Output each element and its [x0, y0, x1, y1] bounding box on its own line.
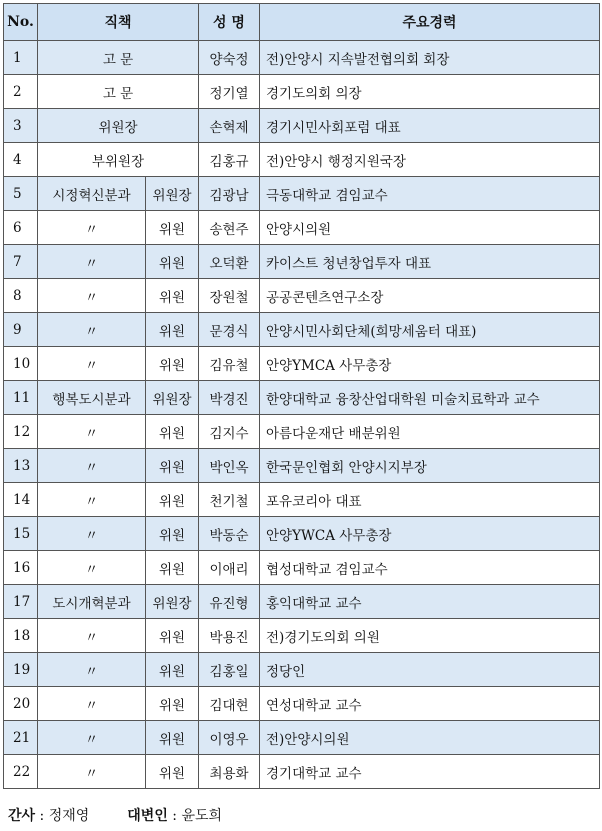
- row-role: 위원: [146, 313, 199, 347]
- table-row: [4, 755, 600, 789]
- row-name: 양숙정: [199, 41, 260, 75]
- row-group: 〃: [38, 279, 146, 313]
- row-name: 김광남: [199, 177, 260, 211]
- table-row: [4, 75, 600, 109]
- row-role: 고 문: [38, 41, 199, 75]
- header-no: No.: [4, 4, 38, 41]
- row-career: 연성대학교 교수: [260, 687, 600, 721]
- row-role: 위원장: [146, 585, 199, 619]
- table-row: [4, 347, 600, 381]
- row-role: 위원: [146, 211, 199, 245]
- table-row: [4, 653, 600, 687]
- row-name: 김홍규: [199, 143, 260, 177]
- secretary-label: 간사: [8, 808, 36, 824]
- row-career: 안양시의원: [260, 211, 600, 245]
- row-group: 〃: [38, 483, 146, 517]
- row-role: 위원장: [146, 177, 199, 211]
- row-number: 19: [4, 653, 38, 687]
- footer-staff: 간사 : 정재영 대변인 : 윤도희: [8, 808, 223, 824]
- row-role: 위원: [146, 279, 199, 313]
- row-number: 10: [4, 347, 38, 381]
- table-row: [4, 279, 600, 313]
- table-row: [4, 143, 600, 177]
- row-name: 유진형: [199, 585, 260, 619]
- row-career: 아름다운재단 배분위원: [260, 415, 600, 449]
- row-group: 〃: [38, 687, 146, 721]
- row-number: 6: [4, 211, 38, 245]
- row-group: 〃: [38, 551, 146, 585]
- row-group: 〃: [38, 415, 146, 449]
- row-number: 9: [4, 313, 38, 347]
- row-career: 안양YMCA 사무총장: [260, 347, 600, 381]
- row-career: 경기도의회 의장: [260, 75, 600, 109]
- row-role: 위원: [146, 449, 199, 483]
- row-role: 위원: [146, 415, 199, 449]
- row-group: 행복도시분과: [38, 381, 146, 415]
- row-group: 〃: [38, 313, 146, 347]
- row-role: 부위원장: [38, 143, 199, 177]
- table-row: [4, 109, 600, 143]
- row-name: 오덕환: [199, 245, 260, 279]
- table-row: [4, 211, 600, 245]
- row-name: 손혁제: [199, 109, 260, 143]
- header-name: 성 명: [199, 4, 260, 41]
- row-number: 1: [4, 41, 38, 75]
- row-number: 8: [4, 279, 38, 313]
- row-career: 경기시민사회포럼 대표: [260, 109, 600, 143]
- row-number: 15: [4, 517, 38, 551]
- row-career: 전)안양시 지속발전협의회 회장: [260, 41, 600, 75]
- row-role: 위원: [146, 245, 199, 279]
- table-header-row: [4, 4, 600, 41]
- row-group: 〃: [38, 449, 146, 483]
- table-row: [4, 721, 600, 755]
- row-career: 한양대학교 융창산업대학원 미술치료학과 교수: [260, 381, 600, 415]
- row-group: 〃: [38, 653, 146, 687]
- row-name: 김유철: [199, 347, 260, 381]
- table-row: [4, 313, 600, 347]
- row-number: 11: [4, 381, 38, 415]
- row-career: 극동대학교 겸임교수: [260, 177, 600, 211]
- row-career: 정당인: [260, 653, 600, 687]
- row-number: 20: [4, 687, 38, 721]
- table-row: [4, 449, 600, 483]
- row-number: 17: [4, 585, 38, 619]
- row-name: 김홍일: [199, 653, 260, 687]
- committee-roster-table: [3, 3, 600, 789]
- spokesperson-name: 윤도희: [181, 808, 223, 824]
- row-name: 최용화: [199, 755, 260, 789]
- row-career: 카이스트 청년창업투자 대표: [260, 245, 600, 279]
- spokesperson-label: 대변인: [127, 808, 168, 824]
- row-name: 박용진: [199, 619, 260, 653]
- row-career: 한국문인협회 안양시지부장: [260, 449, 600, 483]
- row-number: 4: [4, 143, 38, 177]
- row-role: 위원장: [146, 381, 199, 415]
- table-row: [4, 415, 600, 449]
- row-number: 21: [4, 721, 38, 755]
- row-career: 공공콘텐츠연구소장: [260, 279, 600, 313]
- row-name: 이애리: [199, 551, 260, 585]
- header-position: 직책: [38, 4, 199, 41]
- row-name: 이영우: [199, 721, 260, 755]
- row-career: 안양YWCA 사무총장: [260, 517, 600, 551]
- table-row: [4, 619, 600, 653]
- row-name: 정기열: [199, 75, 260, 109]
- row-group: 도시개혁분과: [38, 585, 146, 619]
- row-role: 위원장: [38, 109, 199, 143]
- table-row: [4, 551, 600, 585]
- row-group: 〃: [38, 619, 146, 653]
- table-row: [4, 245, 600, 279]
- row-number: 22: [4, 755, 38, 789]
- row-group: 〃: [38, 347, 146, 381]
- row-number: 13: [4, 449, 38, 483]
- row-role: 고 문: [38, 75, 199, 109]
- row-career: 포유코리아 대표: [260, 483, 600, 517]
- row-role: 위원: [146, 653, 199, 687]
- row-number: 3: [4, 109, 38, 143]
- row-role: 위원: [146, 517, 199, 551]
- row-name: 문경식: [199, 313, 260, 347]
- row-group: 〃: [38, 211, 146, 245]
- row-career: 전)안양시의원: [260, 721, 600, 755]
- row-number: 14: [4, 483, 38, 517]
- row-group: 〃: [38, 517, 146, 551]
- row-name: 김지수: [199, 415, 260, 449]
- row-role: 위원: [146, 347, 199, 381]
- row-group: 시정혁신분과: [38, 177, 146, 211]
- row-role: 위원: [146, 755, 199, 789]
- row-role: 위원: [146, 619, 199, 653]
- row-role: 위원: [146, 551, 199, 585]
- table-row: [4, 517, 600, 551]
- table-row: [4, 41, 600, 75]
- secretary-name: 정재영: [48, 808, 90, 824]
- table-row: [4, 687, 600, 721]
- header-career: 주요경력: [260, 4, 600, 41]
- row-name: 김대현: [199, 687, 260, 721]
- table-row: [4, 483, 600, 517]
- row-number: 18: [4, 619, 38, 653]
- row-number: 16: [4, 551, 38, 585]
- row-number: 2: [4, 75, 38, 109]
- row-name: 천기철: [199, 483, 260, 517]
- row-career: 경기대학교 교수: [260, 755, 600, 789]
- row-role: 위원: [146, 721, 199, 755]
- row-group: 〃: [38, 755, 146, 789]
- row-career: 안양시민사회단체(희망세움터 대표): [260, 313, 600, 347]
- row-number: 12: [4, 415, 38, 449]
- row-role: 위원: [146, 687, 199, 721]
- row-name: 박경진: [199, 381, 260, 415]
- table-row: [4, 381, 600, 415]
- row-name: 박인옥: [199, 449, 260, 483]
- table-row: [4, 177, 600, 211]
- row-role: 위원: [146, 483, 199, 517]
- roster-body: [4, 41, 600, 789]
- row-name: 장원철: [199, 279, 260, 313]
- row-number: 7: [4, 245, 38, 279]
- row-number: 5: [4, 177, 38, 211]
- row-name: 박동순: [199, 517, 260, 551]
- table-row: [4, 585, 600, 619]
- row-career: 홍익대학교 교수: [260, 585, 600, 619]
- row-group: 〃: [38, 721, 146, 755]
- row-career: 협성대학교 겸임교수: [260, 551, 600, 585]
- row-group: 〃: [38, 245, 146, 279]
- row-name: 송현주: [199, 211, 260, 245]
- row-career: 전)안양시 행정지원국장: [260, 143, 600, 177]
- row-career: 전)경기도의회 의원: [260, 619, 600, 653]
